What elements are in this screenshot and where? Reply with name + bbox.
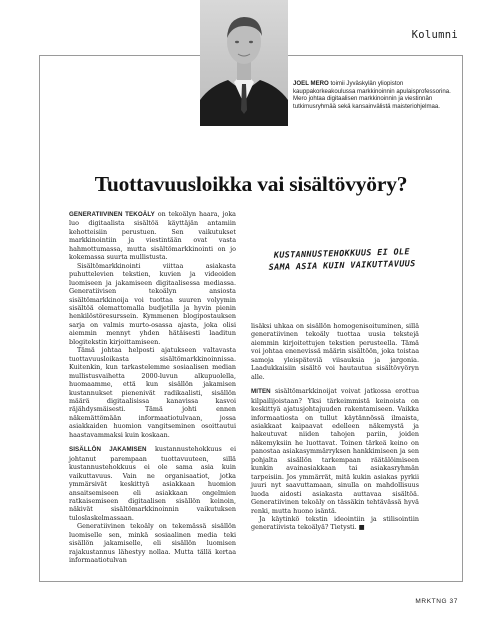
article-headline: Tuottavuusloikka vai sisältövyöry?	[94, 172, 408, 196]
paragraph	[251, 387, 419, 515]
paragraph	[69, 522, 236, 564]
paragraph	[69, 210, 236, 262]
paragraph-text: Tämä johtaa helposti ajatukseen valtavasta tuottavuusloikasta sisältömarkkinoinnissa. Kuitenkin, kun tarkastelemme sosiaalisen median mullistusvaihetta 2000-luvun alkupuolella, huomaamme, että kun sisällön jakamisen kustannukset pienenivät radikaalisti, sisällön määrä digitaalisissa kanavissa kasvoi räjähdysmäisesti. Tämä johti ennen näkemättömään informaatiotulvaan, jossa asiakkaiden huomion vangitseminen osoittautui haastavammaksi kuin koskaan.	[69, 346, 236, 439]
article-column-1	[69, 210, 236, 565]
page-footer: MRKTNG 37	[415, 598, 458, 605]
author-bio	[293, 80, 453, 110]
article-column-2	[251, 322, 419, 532]
paragraph-text: sisältömarkkinoijat voivat jatkossa erottua kilpailijoistaan? Yksi tärkeimmistä keinoista on keskittyä ajatusjohtajuuden rakentamiseen. Vaikka informaatiosta on tullut käytännössä ilmaista, asiakkaat kaipaavat edelleen näkemystä ja hakeutuvat niiden tahojen pariin, joiden näkemyksiin he luottavat. Toinen tärkeä keino on panostaa asiakasymmärryksen hankkimiseen ja sen pohjalta sisällön tarkempaan räätälöimiseen kunkin avainasiakkaan tai asiakasryhmän tarpeisiin. Jos ymmärrät, mitä kukin asiakas pyrkii juuri nyt saavuttamaan, sinulla on mahdollisuus luoda aidosti asiakasta auttavaa sisältöä. Generatiivinen tekoäly on tässäkin tehtävässä hyvä renki, mutta huono isäntä.	[251, 387, 419, 515]
paragraph-text: lisäksi uhkaa on sisällön homogenisoituminen, sillä generatiivinen tekoäly tuottaa uusia tekstejä aiemmin kirjoitettujen tekstien perusteella. Tämä voi johtaa enenevissä määrin sisältöön, joka toistaa samoja yleispäteviä viisauksia ja jargonia. Laadukkaisiin sisältö voi hautautua sisältövyöryn alle.	[251, 322, 419, 381]
paragraph-lead: GENERATIIVINEN TEKOÄLY	[69, 211, 155, 218]
author-name: JOEL MERO	[293, 80, 329, 87]
paragraph-lead: MITEN	[251, 388, 271, 396]
author-portrait-icon	[200, 0, 288, 126]
paragraph-text: on tekoälyn haara, joka luo digitaalista sisältöä käyttäjän antamiin kehotteisiin perustuen. Sen vaikutukset markkinointiin ja viestintään ovat vasta hahmottumassa, mutta sisältömarkkinointi on jo kokemassa suurta mullistusta.	[69, 210, 236, 262]
paragraph	[69, 346, 236, 439]
paragraph	[251, 322, 419, 381]
paragraph	[251, 515, 419, 532]
author-bio-text: toimii Jyväskylän yliopiston kauppakorkeakoulussa markkinoinnin apulaisprofessorina. Mero johtaa digitaalisen markkinoinnin ja viestinnän tutkimusryhmää sekä kansainvälistä maisteriohjelmaa.	[293, 80, 451, 110]
paragraph	[69, 445, 236, 522]
paragraph-lead: SISÄLLÖN JAKAMISEN	[69, 446, 147, 454]
paragraph-text: Ja käytinkö tekstin ideointiin ja stilisointiin generatiivista tekoälyä? Tietysti. ■	[251, 514, 419, 532]
section-label: Kolumni	[411, 29, 458, 41]
pull-quote: KUSTANNUSTEHOKKUUS EI OLE SAMA ASIA KUIN VAIKUTTAVUUS	[268, 246, 416, 272]
paragraph-text: Sisältömarkkinointi viittaa asiakasta puhuttelevien tekstien, kuvien ja videoiden luomiseen ja jakamiseen digitaalisessa mediassa. Generatiivisen tekoälyn ansiosta sisältömarkkinoija voi tuottaa suuren volyymin sisältöä olemattomalla budjetilla ja hyvin pienin henkilöstöresurssein. Kymmenen blogipostauksen sarja on valmis murto-osassa ajasta, joka olisi aiemmin mennyt yhden hätäisesti laaditun blogitekstin kirjoittamiseen.	[69, 261, 236, 346]
paragraph-text: kustannustehokkuus ei johtanut parempaan tuottavuuteen, sillä kustannustehokkuus ei ole sama asia kuin vaikuttavuus. Vain ne organisaatiot, jotka ymmärsivät keskittyä asiakkaan huomion ansaitsemiseen eli asiakkaan ongelmien ratkaisemiseen digitaalisen sisällön keinoin, näkivät sisältömarkkinoinnin vaikutuksen tuloslaskelmassaan.	[69, 445, 237, 522]
paragraph-text: Generatiivinen tekoäly on tekemässä sisällön luomiselle sen, minkä sosiaalinen media teki sisällön jakamiselle, eli sisällön luomisen rajakustannus lähestyy nollaa. Mutta tällä kertaa informaatiotulvan	[69, 522, 236, 565]
author-photo	[200, 0, 288, 126]
paragraph	[69, 262, 236, 347]
